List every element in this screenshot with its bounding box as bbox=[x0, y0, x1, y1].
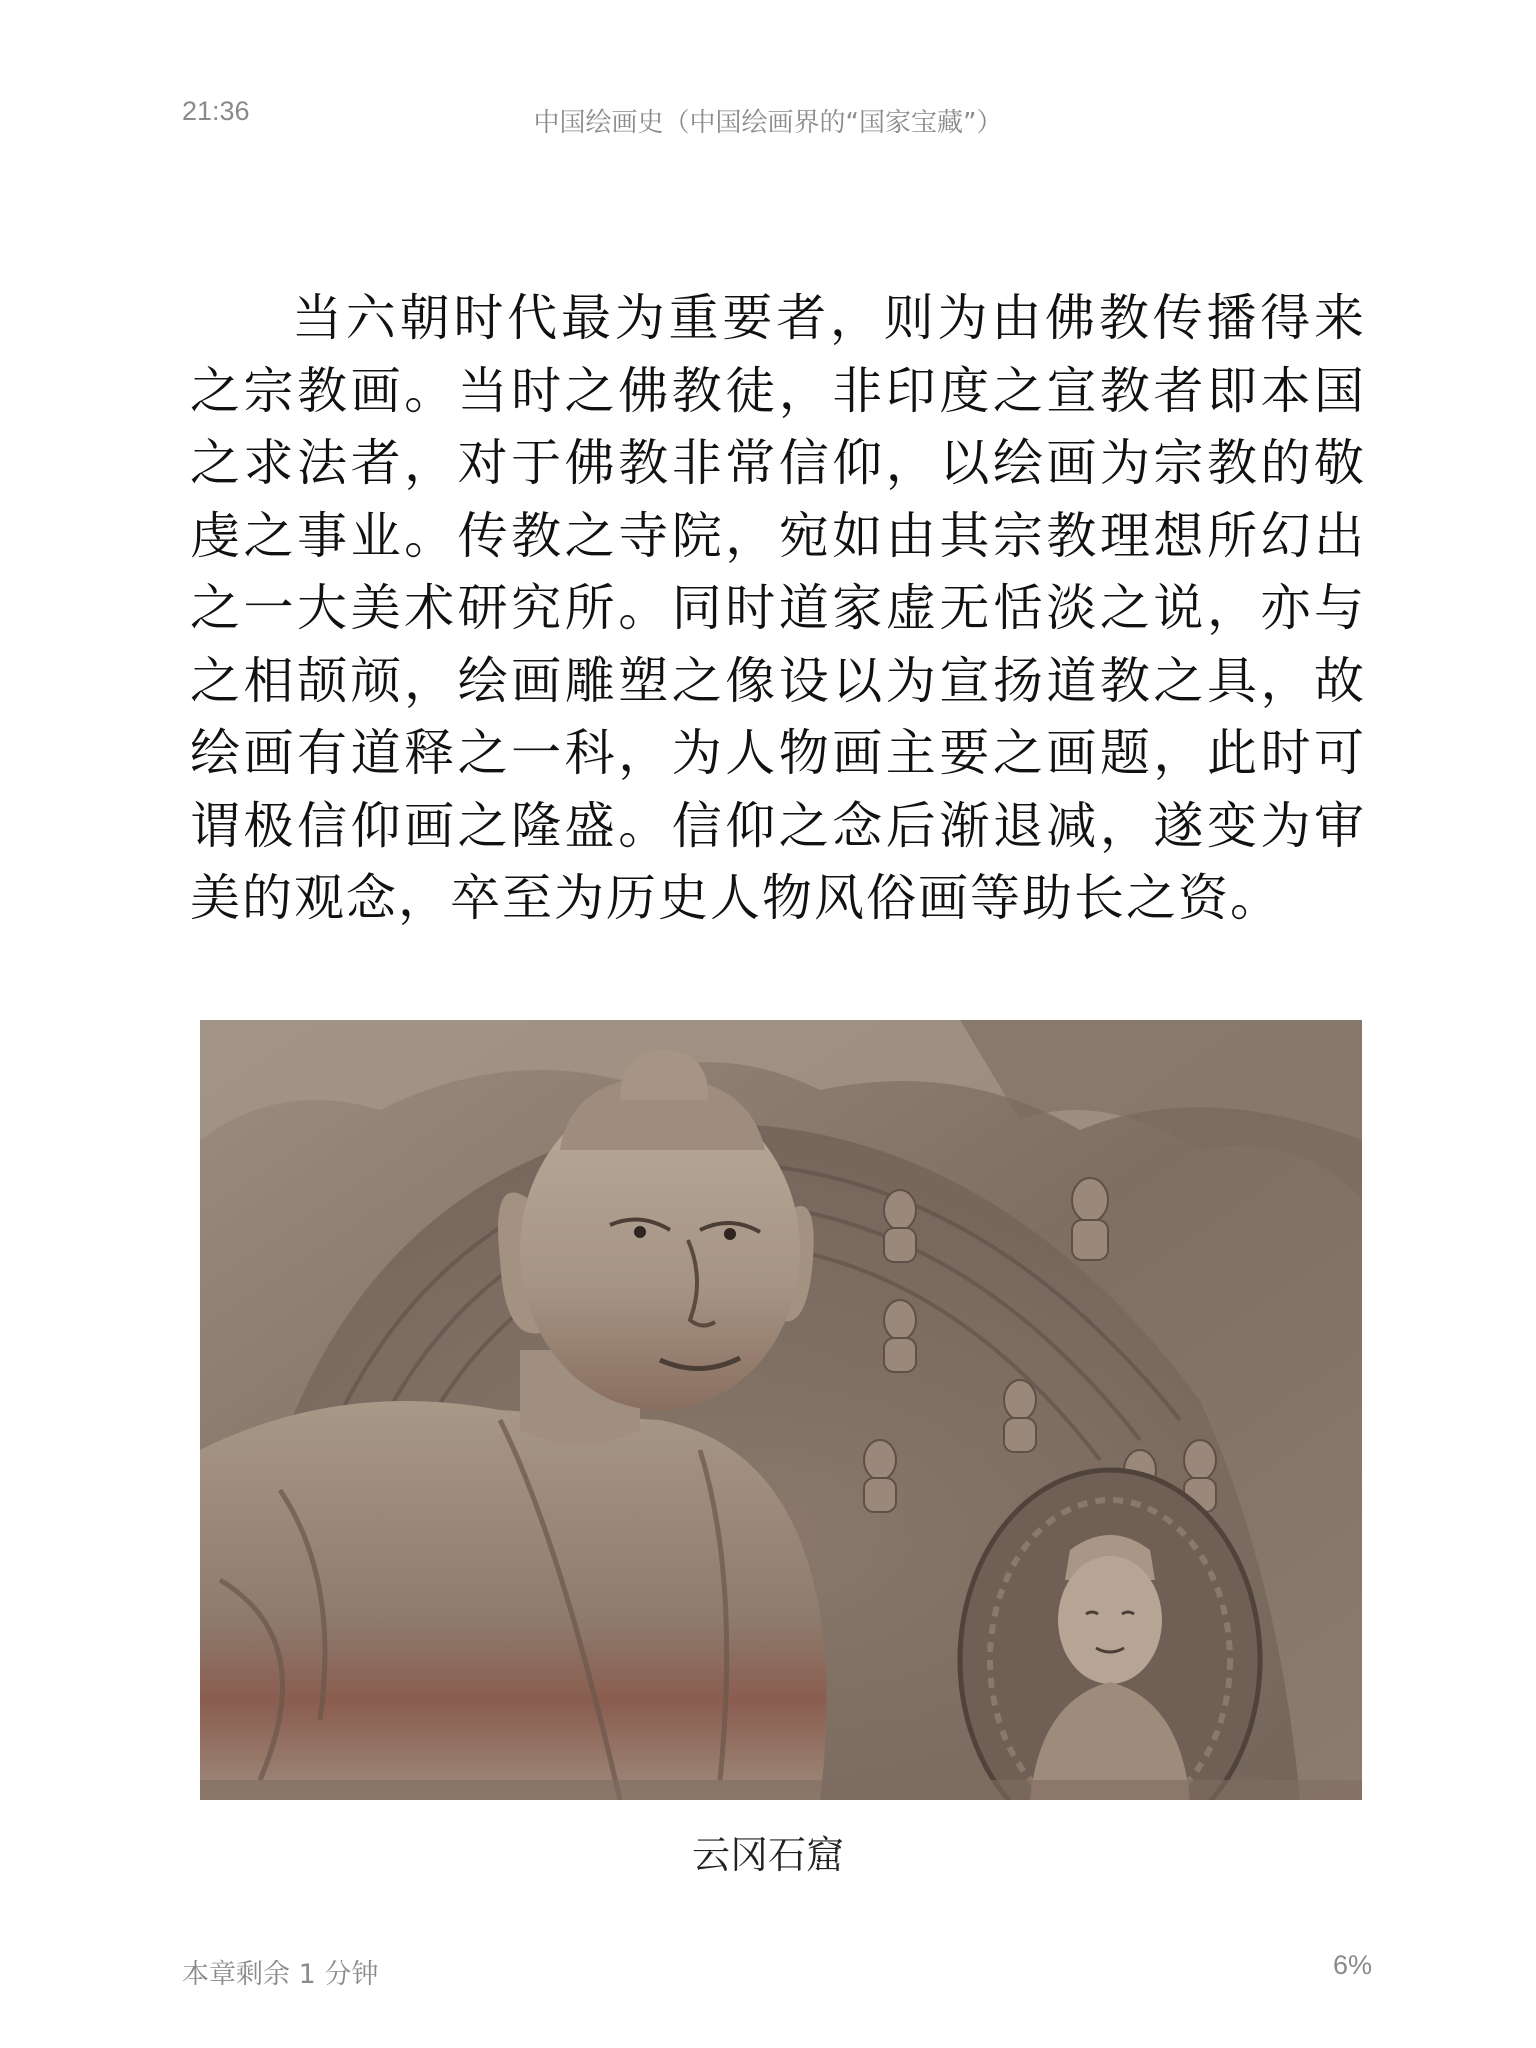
buddha-statue-illustration bbox=[200, 1020, 1362, 1800]
book-title[interactable]: 中国绘画史（中国绘画界的“国家宝藏”） bbox=[533, 108, 1003, 138]
reading-progress: 6% bbox=[1332, 1950, 1372, 1980]
status-time: 21:36 bbox=[182, 96, 250, 126]
chapter-paragraph: 当六朝时代最为重要者，则为由佛教传播得来之宗教画。当时之佛教徒，非印度之宣教者即本国之求法者，对于佛教非常信仰，以绘画为宗教的敬虔之事业。传教之寺院，宛如由其宗教理想所幻出之一大美术研究所。同时道家虚无恬淡之说，亦与之相颉颃，绘画雕塑之像设以为宣扬道教之具，故绘画有道释之一科，为人物画主要之画题，此时可谓极信仰画之隆盛。信仰之念后渐退减，遂变为审美的观念，卒至为历史人物风俗画等助长之资。 bbox=[190, 289, 1366, 927]
chapter-remaining: 本章剩余 1 分钟 bbox=[182, 1959, 379, 1990]
image-caption: 云冈石窟 bbox=[691, 1833, 844, 1877]
yungang-grottoes-photo[interactable] bbox=[200, 1020, 1362, 1800]
